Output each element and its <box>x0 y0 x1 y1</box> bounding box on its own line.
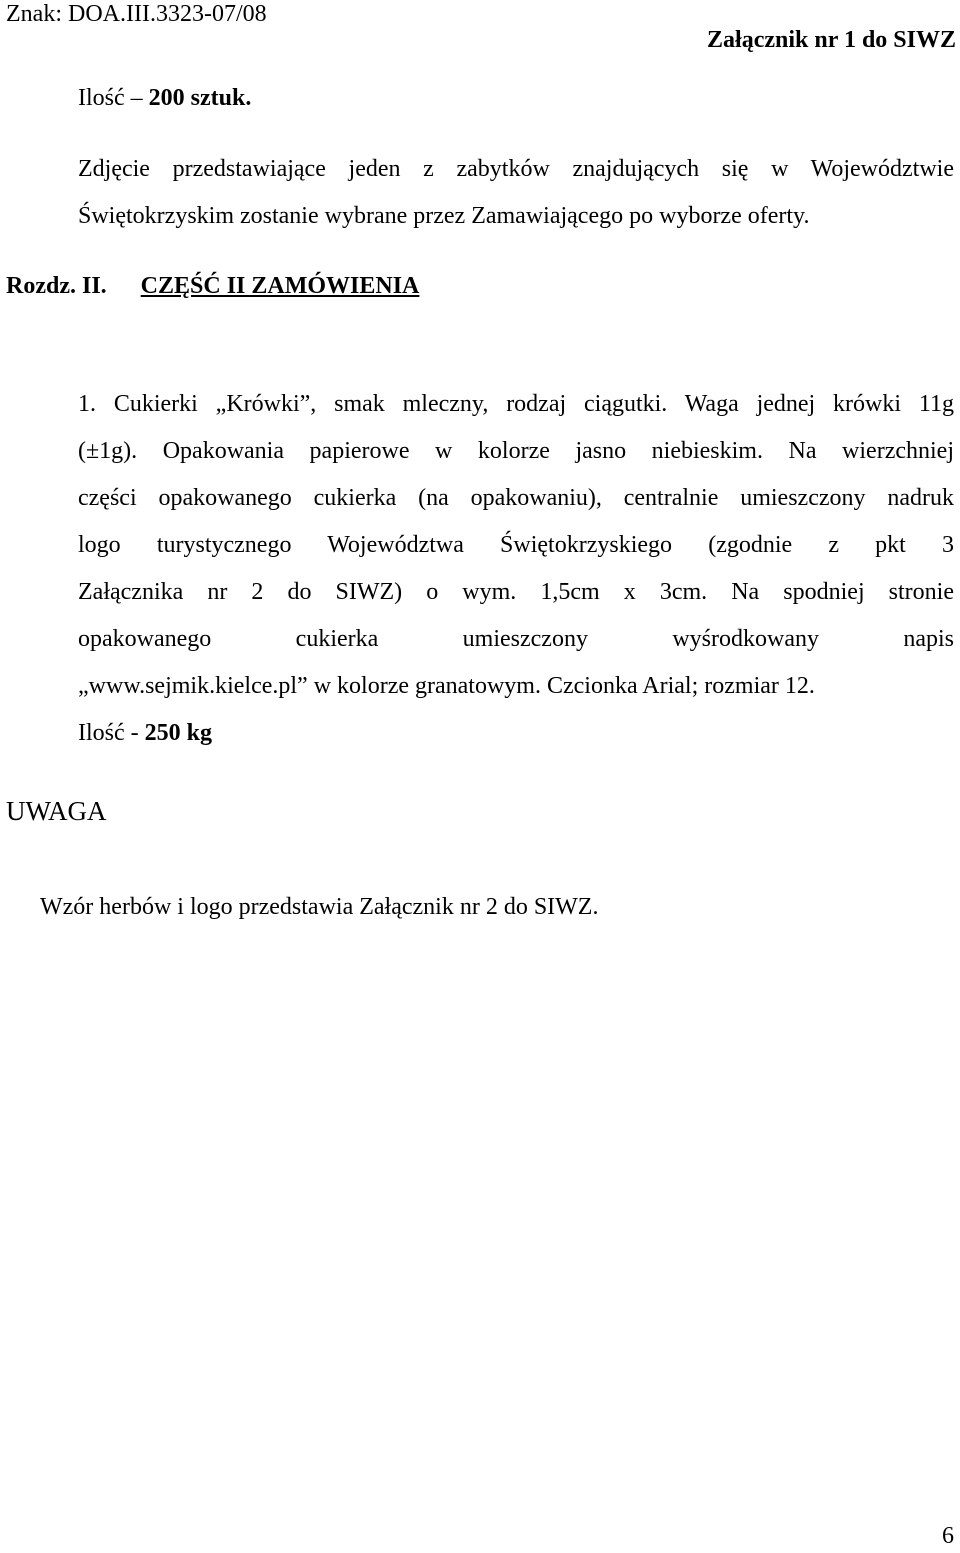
item-1-line: 1. Cukierki „Krówki”, smak mleczny, rodzaj ciągutki. Waga jednej krówki 11g <box>78 391 954 417</box>
quantity-label: Ilość - <box>78 720 139 746</box>
item-1-line: Załącznika nr 2 do SIWZ) o wym. 1,5cm x 3cm. Na spodniej stronie <box>78 579 954 605</box>
item-1-quantity-line <box>78 719 212 747</box>
quantity-line-photo-item <box>78 84 251 112</box>
photo-description-line-1: Zdjęcie przedstawiające jeden z zabytków znajdujących się w Województwie <box>78 156 954 182</box>
quantity-value: 200 sztuk. <box>148 85 252 111</box>
section-heading <box>6 272 419 300</box>
item-1-line: (±1g). Opakowania papierowe w kolorze jasno niebieskim. Na wierzchniej <box>78 438 954 464</box>
quantity-dash: – <box>130 85 143 111</box>
note-heading: UWAGA <box>6 796 107 826</box>
page-number: 6 <box>942 1523 954 1549</box>
section-title: CZĘŚĆ II ZAMÓWIENIA <box>140 273 420 299</box>
photo-description-line-2: Świętokrzyskim zostanie wybrane przez Zamawiającego po wyborze oferty. <box>78 203 810 229</box>
annex-label: Załącznik nr 1 do SIWZ <box>707 27 956 53</box>
note-text: Wzór herbów i logo przedstawia Załącznik nr 2 do SIWZ. <box>40 894 599 920</box>
document-reference-number: Znak: DOA.III.3323-07/08 <box>6 1 267 27</box>
item-1-line: „www.sejmik.kielce.pl” w kolorze granatowym. Czcionka Arial; rozmiar 12. <box>78 673 815 699</box>
item-1-line: części opakowanego cukierka (na opakowaniu), centralnie umieszczony nadruk <box>78 485 954 511</box>
quantity-label: Ilość <box>78 85 125 111</box>
item-1-line: logo turystycznego Województwa Świętokrzyskiego (zgodnie z pkt 3 <box>78 532 954 558</box>
item-1-line: opakowanego cukierka umieszczony wyśrodkowany napis <box>78 626 954 652</box>
section-number: Rozdz. II. <box>6 273 107 299</box>
quantity-value: 250 kg <box>144 720 213 746</box>
